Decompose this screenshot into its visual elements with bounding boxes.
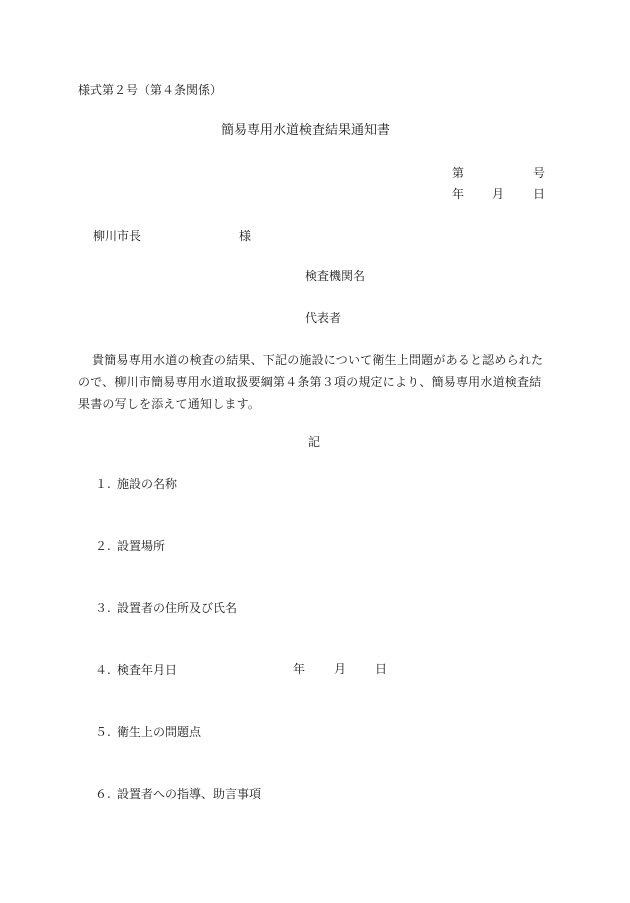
list-item [95, 661, 177, 678]
ki-heading: 記 [308, 435, 321, 449]
item-number: １. [95, 477, 111, 491]
inspection-year: 年 [293, 662, 306, 676]
item-label: 施設の名称 [117, 477, 178, 491]
notice-body: 貴簡易専用水道の検査の結果、下記の施設について衛生上問題があると認められたので、柳川市簡易専用水道取扱要綱第４条第３項の規定により、簡易専用水道検査結果書の写しを添えて通知します。 [78, 353, 544, 411]
item-number: ５. [95, 725, 111, 739]
item-label: 衛生上の問題点 [117, 725, 202, 739]
item-label: 検査年月日 [117, 663, 178, 677]
list-item [95, 599, 237, 616]
list-item [95, 537, 165, 554]
inspection-day: 日 [375, 662, 388, 676]
sender-representative-label: 代表者 [305, 311, 342, 325]
item-number: ３. [95, 601, 111, 615]
item-label: 設置者の住所及び氏名 [117, 601, 238, 615]
item-number: ４. [95, 663, 111, 677]
recipient-honorific: 様 [239, 229, 252, 243]
date-day: 日 [533, 187, 546, 201]
list-item [95, 723, 201, 740]
recipient-name: 柳川市長 [93, 229, 142, 243]
item-number: ２. [95, 539, 111, 553]
item-label: 設置場所 [117, 539, 166, 553]
date-month: 月 [492, 187, 505, 201]
form-label: 様式第２号（第４条関係） [78, 83, 223, 97]
document-title: 簡易専用水道検査結果通知書 [221, 123, 391, 138]
inspection-month: 月 [334, 662, 347, 676]
number-go: 号 [533, 166, 546, 180]
item-number: ６. [95, 787, 111, 801]
date-year: 年 [452, 187, 465, 201]
list-item [95, 475, 177, 492]
item-label: 設置者への指導、助言事項 [117, 787, 262, 801]
list-item [95, 785, 261, 802]
number-dai: 第 [452, 166, 465, 180]
sender-organization-label: 検査機関名 [305, 269, 366, 283]
